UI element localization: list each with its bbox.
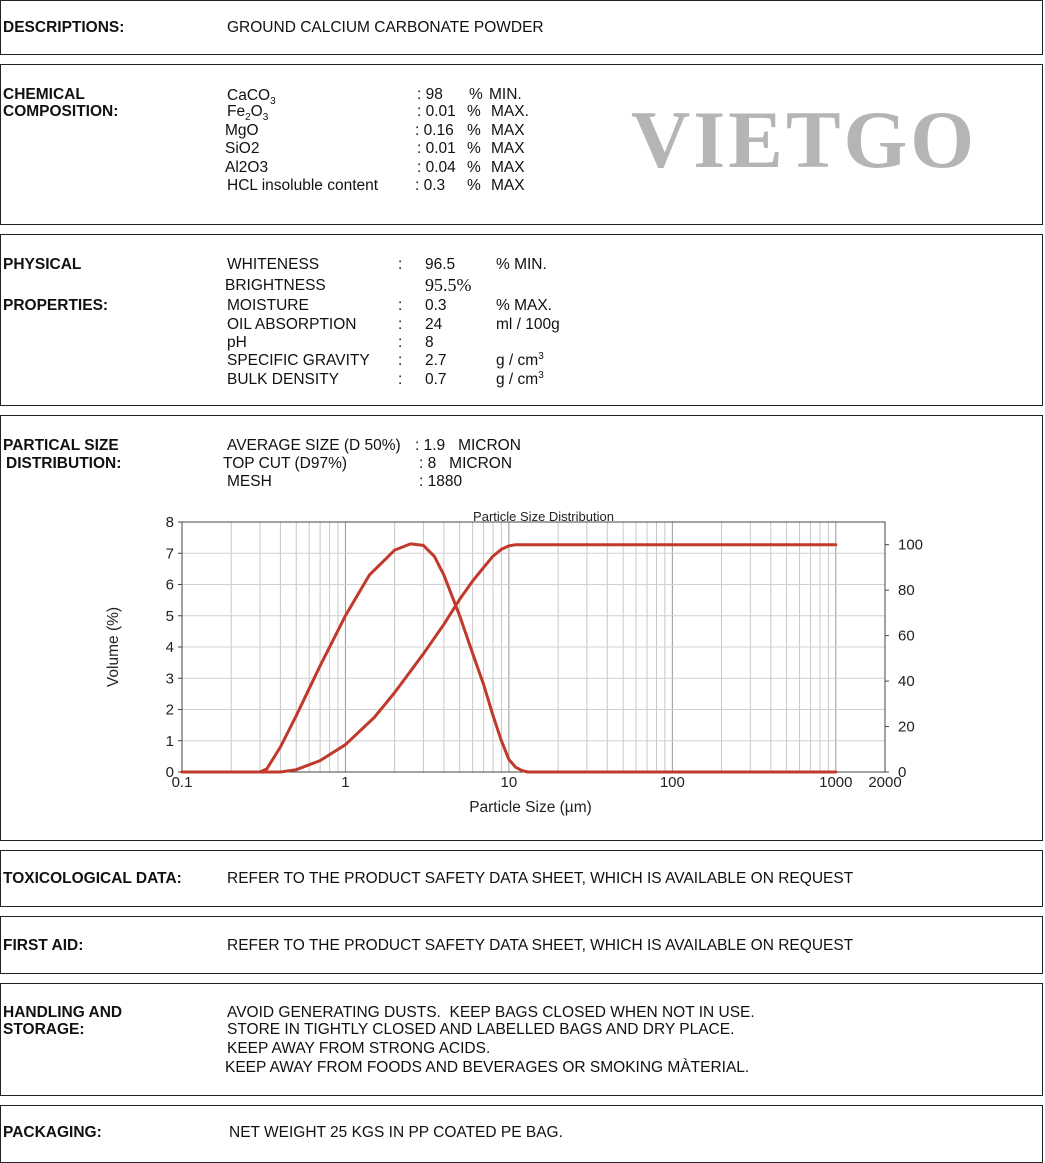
phys-row-whiteness-unit: % MIN. — [496, 256, 547, 273]
chem-row-al2o3-name: Al2O3 — [225, 159, 269, 176]
psd-row-topcut-name: TOP CUT (D97%) — [223, 455, 348, 472]
phys-row-oil-name: OIL ABSORPTION — [227, 316, 357, 333]
phys-row-gravity-name: SPECIFIC GRAVITY — [227, 352, 370, 369]
psd-row-average-value: : 1.9 MICRON — [415, 437, 521, 454]
particle-size-chart — [1, 416, 1042, 840]
first-aid-label: FIRST AID: — [3, 937, 84, 954]
chart-x-tick-label: 0.1 — [171, 774, 193, 791]
physical-label-line2: PROPERTIES: — [3, 297, 109, 314]
chem-row-hcl-name: HCL insoluble content — [227, 177, 379, 194]
chart-right-tick-label: 100 — [898, 536, 924, 554]
chart-left-tick-label: 7 — [165, 545, 174, 563]
chart-x-axis-label: Particle Size (µm) — [469, 799, 592, 816]
chart-left-tick-label: 0 — [165, 764, 174, 781]
handling-line-4: KEEP AWAY FROM FOODS AND BEVERAGES OR SMOKING MÀTERIAL. — [225, 1059, 750, 1076]
phys-row-whiteness-value: 96.5 — [425, 256, 456, 273]
particle-size-chart-svg — [1, 416, 1042, 840]
chemical-label-line2: COMPOSITION: — [3, 103, 119, 120]
phys-row-gravity-value: 2.7 — [425, 352, 447, 369]
chem-row-fe2o3-unit: % — [467, 103, 481, 120]
chart-y-axis-label: Volume (%) — [105, 606, 122, 688]
chart-title: Particle Size Distribution — [473, 509, 614, 524]
chart-x-tick-label: 100 — [659, 774, 685, 791]
physical-label-line1: PHYSICAL — [3, 256, 82, 273]
chem-row-caco3-name: CaCO$_3$ — [227, 87, 276, 108]
psd-label-line1: PARTICAL SIZE — [3, 437, 119, 454]
psd-row-topcut-value: : 8 MICRON — [419, 455, 513, 472]
first-aid-section — [0, 916, 1043, 974]
phys-row-oil-colon: : — [398, 316, 403, 333]
descriptions-value: GROUND CALCIUM CARBONATE POWDER — [227, 19, 544, 36]
chem-row-hcl-value: : 0.3 — [415, 177, 446, 194]
chart-left-tick-label: 6 — [165, 576, 174, 594]
chem-row-hcl-limit: MAX — [491, 177, 525, 194]
phys-row-whiteness-colon: : — [398, 256, 403, 273]
chem-row-sio2-limit: MAX — [491, 140, 525, 157]
phys-row-whiteness-name: WHITENESS — [227, 256, 320, 273]
chart-x-tick-label: 2000 — [868, 774, 902, 791]
chem-row-fe2o3-limit: MAX. — [491, 103, 529, 120]
packaging-label: PACKAGING: — [3, 1124, 102, 1141]
phys-row-brightness-name: BRIGHTNESS — [225, 277, 326, 294]
toxicological-label: TOXICOLOGICAL DATA: — [3, 870, 182, 887]
phys-row-ph-colon: : — [398, 334, 403, 351]
chart-right-tick-label: 80 — [898, 582, 915, 600]
psd-label-line2: DISTRIBUTION: — [6, 455, 122, 472]
handling-line-1: AVOID GENERATING DUSTS. KEEP BAGS CLOSED WHEN NOT IN USE. — [227, 1004, 755, 1021]
chem-row-sio2-name: SiO2 — [225, 140, 260, 157]
handling-label-line2: STORAGE: — [3, 1021, 85, 1038]
chart-right-tick-label: 40 — [898, 673, 915, 691]
chemical-label-line1: CHEMICAL — [3, 86, 85, 103]
chem-row-sio2-unit: % — [467, 140, 481, 157]
chart-x-tick-label: 1000 — [819, 774, 853, 791]
chem-row-mgo-unit: % — [467, 122, 481, 139]
chart-left-tick-label: 1 — [165, 732, 174, 750]
chart-x-tick-label: 1 — [341, 774, 350, 791]
handling-label-line1: HANDLING AND — [3, 1004, 123, 1021]
psd-row-mesh-value: : 1880 — [419, 473, 463, 490]
chem-row-caco3-unit: % — [469, 86, 483, 103]
packaging-section — [0, 1105, 1043, 1163]
descriptions-section — [0, 0, 1043, 55]
psd-row-mesh-name: MESH — [227, 473, 272, 490]
first-aid-value: REFER TO THE PRODUCT SAFETY DATA SHEET, WHICH IS AVAILABLE ON REQUEST — [227, 937, 854, 954]
handling-storage-section — [0, 983, 1043, 1096]
chart-right-tick-label: 20 — [898, 718, 915, 736]
chem-row-sio2-value: : 0.01 — [417, 140, 456, 157]
phys-row-density-colon: : — [398, 371, 403, 388]
toxicological-value: REFER TO THE PRODUCT SAFETY DATA SHEET, WHICH IS AVAILABLE ON REQUEST — [227, 870, 854, 887]
chem-row-mgo-value: : 0.16 — [415, 122, 454, 139]
phys-row-density-name: BULK DENSITY — [227, 371, 339, 388]
phys-row-moisture-colon: : — [398, 297, 403, 314]
chem-row-al2o3-limit: MAX — [491, 159, 525, 176]
chem-row-hcl-unit: % — [467, 177, 481, 194]
chem-row-fe2o3-value: : 0.01 — [417, 103, 456, 120]
handling-line-2: STORE IN TIGHTLY CLOSED AND LABELLED BAGS AND DRY PLACE. — [227, 1021, 735, 1038]
physical-properties-section — [0, 234, 1043, 406]
chart-right-tick-label: 0 — [898, 764, 907, 781]
toxicological-section — [0, 850, 1043, 907]
chart-x-tick-label: 10 — [500, 774, 518, 791]
chart-left-tick-label: 2 — [165, 701, 174, 719]
chart-left-tick-label: 8 — [165, 514, 174, 531]
chart-left-tick-label: 3 — [165, 670, 174, 688]
phys-row-moisture-name: MOISTURE — [227, 297, 309, 314]
chem-row-caco3-value: : 98 — [417, 86, 443, 103]
phys-row-density-unit: g / $cm^3$ — [496, 369, 544, 388]
phys-row-gravity-colon: : — [398, 352, 403, 369]
phys-row-density-value: 0.7 — [425, 371, 447, 388]
psd-row-average-name: AVERAGE SIZE (D 50%) — [227, 437, 401, 454]
chem-row-al2o3-unit: % — [467, 159, 481, 176]
handling-line-3: KEEP AWAY FROM STRONG ACIDS. — [227, 1040, 491, 1057]
chem-row-mgo-name: MgO — [225, 122, 259, 139]
phys-row-oil-value: 24 — [425, 316, 443, 333]
chem-row-al2o3-value: : 0.04 — [417, 159, 456, 176]
vietgo-watermark-logo: VIETGO — [631, 94, 978, 185]
chart-right-tick-label: 60 — [898, 627, 915, 645]
chemical-composition-section — [0, 64, 1043, 225]
particle-size-section — [0, 415, 1043, 841]
chem-row-fe2o3-name: $Fe_2O_3$ — [227, 103, 269, 124]
phys-row-ph-name: pH — [227, 334, 247, 351]
chart-left-tick-label: 5 — [165, 607, 174, 625]
phys-row-brightness-value: 95.5% — [425, 275, 472, 295]
chem-row-caco3-limit: MIN. — [489, 86, 522, 103]
chart-left-tick-label: 4 — [165, 639, 174, 656]
descriptions-label: DESCRIPTIONS: — [3, 19, 125, 36]
phys-row-gravity-unit: g / $cm^3$ — [496, 350, 544, 369]
phys-row-ph-value: 8 — [425, 334, 434, 351]
phys-row-oil-unit: ml / 100g — [496, 316, 560, 333]
packaging-value: NET WEIGHT 25 KGS IN PP COATED PE BAG. — [229, 1124, 563, 1141]
phys-row-moisture-unit: % MAX. — [496, 297, 552, 314]
phys-row-moisture-value: 0.3 — [425, 297, 447, 314]
chem-row-mgo-limit: MAX — [491, 122, 525, 139]
